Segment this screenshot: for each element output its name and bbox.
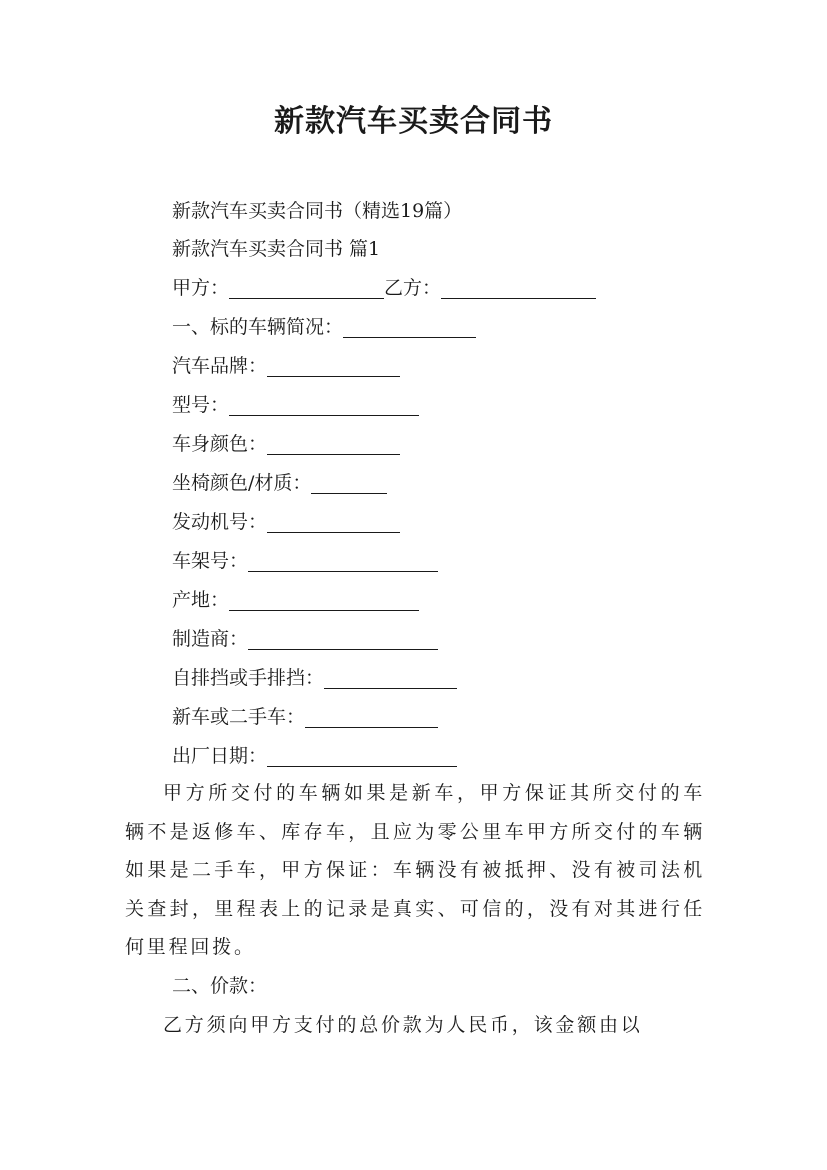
paragraph-1: 甲方所交付的车辆如果是新车，甲方保证其所交付的车辆不是返修车、库存车，且应为零公里车甲方所交付的车辆如果是二手车，甲方保证：车辆没有被抵押、没有被司法机关查封，里程表上的记录是真实、可信的，没有对其进行任何里程回拨。 <box>125 782 705 958</box>
section-1-label: 一、标的车辆简况： <box>172 316 344 338</box>
section-1-line <box>172 308 476 347</box>
field-blank[interactable] <box>267 510 400 533</box>
field-blank[interactable] <box>267 354 400 377</box>
field-blank[interactable] <box>311 471 387 494</box>
field-label: 型号： <box>172 394 230 416</box>
field-label: 自排挡或手排挡： <box>172 667 325 689</box>
heading-line-1 <box>172 192 462 231</box>
field-blank[interactable] <box>267 432 400 455</box>
field-line <box>172 347 400 386</box>
field-line <box>172 659 457 698</box>
parties-line <box>172 269 596 308</box>
field-line <box>172 542 438 581</box>
paragraph-2: 乙方须向甲方支付的总价款为人民币，该金额由以 <box>163 1014 643 1036</box>
party-b-label: 乙方： <box>384 277 442 299</box>
field-label: 车架号： <box>172 550 249 572</box>
field-blank[interactable] <box>229 393 419 416</box>
field-label: 坐椅颜色/材质： <box>172 472 312 494</box>
section-2-label: 二、价款： <box>172 975 268 997</box>
section-2-line <box>172 967 267 1006</box>
field-label: 制造商： <box>172 628 249 650</box>
field-blank[interactable] <box>324 666 457 689</box>
field-blank[interactable] <box>248 549 438 572</box>
heading-line-1-text: 新款汽车买卖合同书（精选19篇） <box>172 200 463 222</box>
field-blank[interactable] <box>248 627 438 650</box>
party-a-label: 甲方： <box>172 277 230 299</box>
field-line <box>172 464 387 503</box>
field-line <box>172 503 400 542</box>
field-label: 汽车品牌： <box>172 355 268 377</box>
party-b-blank[interactable] <box>441 276 596 299</box>
document-title: 新款汽车买卖合同书 <box>274 104 553 139</box>
field-blank[interactable] <box>267 744 457 767</box>
field-line <box>172 386 419 425</box>
party-a-blank[interactable] <box>229 276 384 299</box>
field-blank[interactable] <box>229 588 419 611</box>
field-line <box>172 620 438 659</box>
field-line <box>172 581 419 620</box>
field-label: 发动机号： <box>172 511 268 533</box>
field-label: 出厂日期： <box>172 745 268 767</box>
field-line <box>172 737 457 776</box>
field-label: 车身颜色： <box>172 433 268 455</box>
field-line <box>172 698 438 737</box>
field-label: 新车或二手车： <box>172 706 306 728</box>
heading-line-2-text: 新款汽车买卖合同书 篇1 <box>172 238 381 260</box>
field-line <box>172 425 400 464</box>
section-1-blank[interactable] <box>343 315 476 338</box>
field-blank[interactable] <box>305 705 438 728</box>
heading-line-2 <box>172 230 380 269</box>
field-label: 产地： <box>172 589 230 611</box>
